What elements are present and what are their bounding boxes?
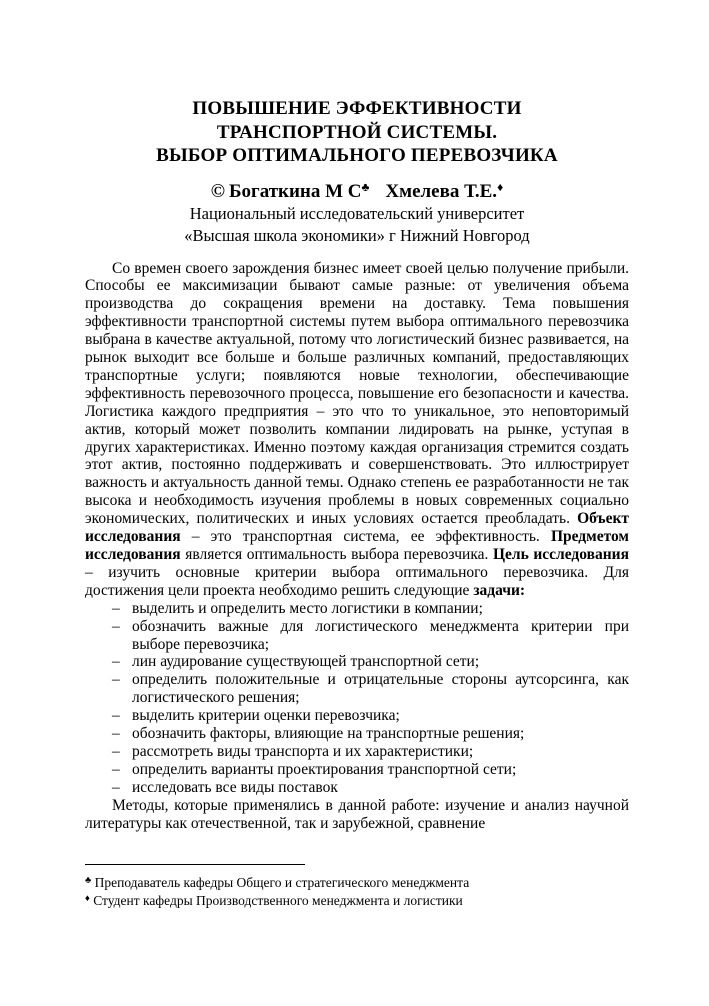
- affiliation-line-1: Национальный исследовательский университет: [189, 203, 525, 223]
- intro-segment: является оптимальность выбора перевозчика.: [180, 546, 493, 563]
- paper-title-line-1: ПОВЫШЕНИЕ ЭФФЕКТИВНОСТИ: [192, 98, 522, 119]
- list-item: [85, 653, 629, 671]
- author-2-name: Хмелева Т.Е.: [385, 180, 498, 202]
- list-item-text: определить положительные и отрицательные стороны аутсорсинга, как логистического решения;: [132, 671, 629, 707]
- list-dash-marker: –: [112, 725, 120, 743]
- list-item: [85, 600, 629, 618]
- copyright-sign: ©: [210, 180, 225, 202]
- author-1-footnote-mark: ♣: [361, 179, 370, 194]
- list-item: [85, 671, 629, 707]
- authors-line: [85, 180, 629, 203]
- footnote-2-text: Студент кафедры Производственного менеджмента и логистики: [93, 892, 463, 908]
- footnote-separator-rule: [85, 864, 305, 865]
- object-of-research-term: Объект исследования: [85, 510, 629, 546]
- footnote-2-mark: ♦: [85, 893, 90, 904]
- paper-title-line-2: ТРАНСПОРТНОЙ СИСТЕМЫ.: [216, 121, 498, 143]
- list-dash-marker: –: [112, 778, 120, 796]
- footnote-1: [85, 874, 629, 892]
- tasks-list: [85, 600, 629, 797]
- list-item-text: обозначить важные для логистического менеджмента критерии при выборе перевозчика;: [132, 617, 629, 653]
- page-content: [85, 97, 629, 833]
- footnote-1-text: Преподаватель кафедры Общего и стратегического менеджмента: [94, 875, 470, 890]
- paper-title: [85, 97, 629, 168]
- list-item: [85, 743, 629, 761]
- body-text: [85, 260, 629, 833]
- author-1-name: Богаткина М С: [229, 180, 362, 202]
- list-dash-marker: –: [112, 599, 120, 617]
- list-item-text: лин аудирование существующей транспортной сети;: [132, 653, 480, 671]
- tasks-term: задачи:: [473, 581, 526, 599]
- list-dash-marker: –: [112, 671, 120, 689]
- intro-segment: – это транспортная система, ее эффективность.: [180, 528, 551, 546]
- list-item-text: обозначить факторы, влияющие на транспортные решения;: [132, 725, 525, 743]
- list-item: [85, 725, 629, 743]
- list-item-text: выделить и определить место логистики в компании;: [132, 599, 483, 617]
- list-item-text: рассмотреть виды транспорта и их характеристики;: [132, 742, 474, 760]
- methods-paragraph: Методы, которые применялись в данной работе: изучение и анализ научной литературы как отечественной, так и зарубежной, сравнение: [85, 796, 629, 832]
- list-item: [85, 761, 629, 779]
- affiliation-line-2: «Высшая школа экономики» г Нижний Новгород: [184, 225, 530, 245]
- list-dash-marker: –: [112, 760, 120, 778]
- list-item: [85, 707, 629, 725]
- paper-title-line-3: ВЫБОР ОПТИМАЛЬНОГО ПЕРЕВОЗЧИКА: [156, 145, 558, 166]
- intro-segment: Со времен своего зарождения бизнес имеет своей целью получение прибыли. Способы ее максимизации бывают самые разные: от увеличения объема производства до сокращения времени на доставку. Тема повышения эффективности транспортной системы путем выбора оптимального перевозчика выбрана в качестве актуальной, потому что логистический бизнес развивается, на рынок выходит все больше и больше различных компаний, предоставляющих транспортные услуги; появляются новые технологии, обеспечивающие эффективность перевозочного процесса, повышение его безопасности и качества. Логистика каждого предприятия – это что то уникальное, это неповторимый актив, который может позволить компании лидировать на рынке, уступая в других характеристиках. Именно поэтому каждая организация стремится создать этот актив, постоянно поддерживать и совершенствовать. Это иллюстрирует важность и актуальность данной темы. Однако степень ее разработанности не так высока и необходимость изучения проблемы в новых современных социально экономических, политических и иных условиях остается преобладать.: [85, 259, 629, 528]
- list-dash-marker: –: [112, 653, 120, 671]
- list-dash-marker: –: [112, 617, 120, 635]
- footnote-2: [85, 892, 629, 910]
- intro-segment: – изучить основные критерии выбора оптимального перевозчика. Для достижения цели проекта необходимо решить следующие: [85, 563, 629, 599]
- goal-of-research-term: Цель исследования: [492, 546, 630, 563]
- list-dash-marker: –: [112, 707, 120, 725]
- list-item-text: исследовать все виды поставок: [132, 778, 338, 796]
- list-item-text: определить варианты проектирования транспортной сети;: [132, 760, 517, 778]
- list-item: [85, 779, 629, 797]
- list-dash-marker: –: [112, 742, 120, 760]
- list-item: [85, 618, 629, 654]
- footnote-1-mark: ♣: [85, 876, 92, 886]
- footnotes-block: [85, 864, 629, 909]
- list-item-text: выделить критерии оценки перевозчика;: [132, 707, 400, 725]
- subject-of-research-term: Предметом исследования: [85, 528, 629, 563]
- intro-paragraph: [85, 260, 629, 600]
- affiliation: [85, 203, 629, 247]
- author-2-footnote-mark: ♦: [497, 179, 504, 194]
